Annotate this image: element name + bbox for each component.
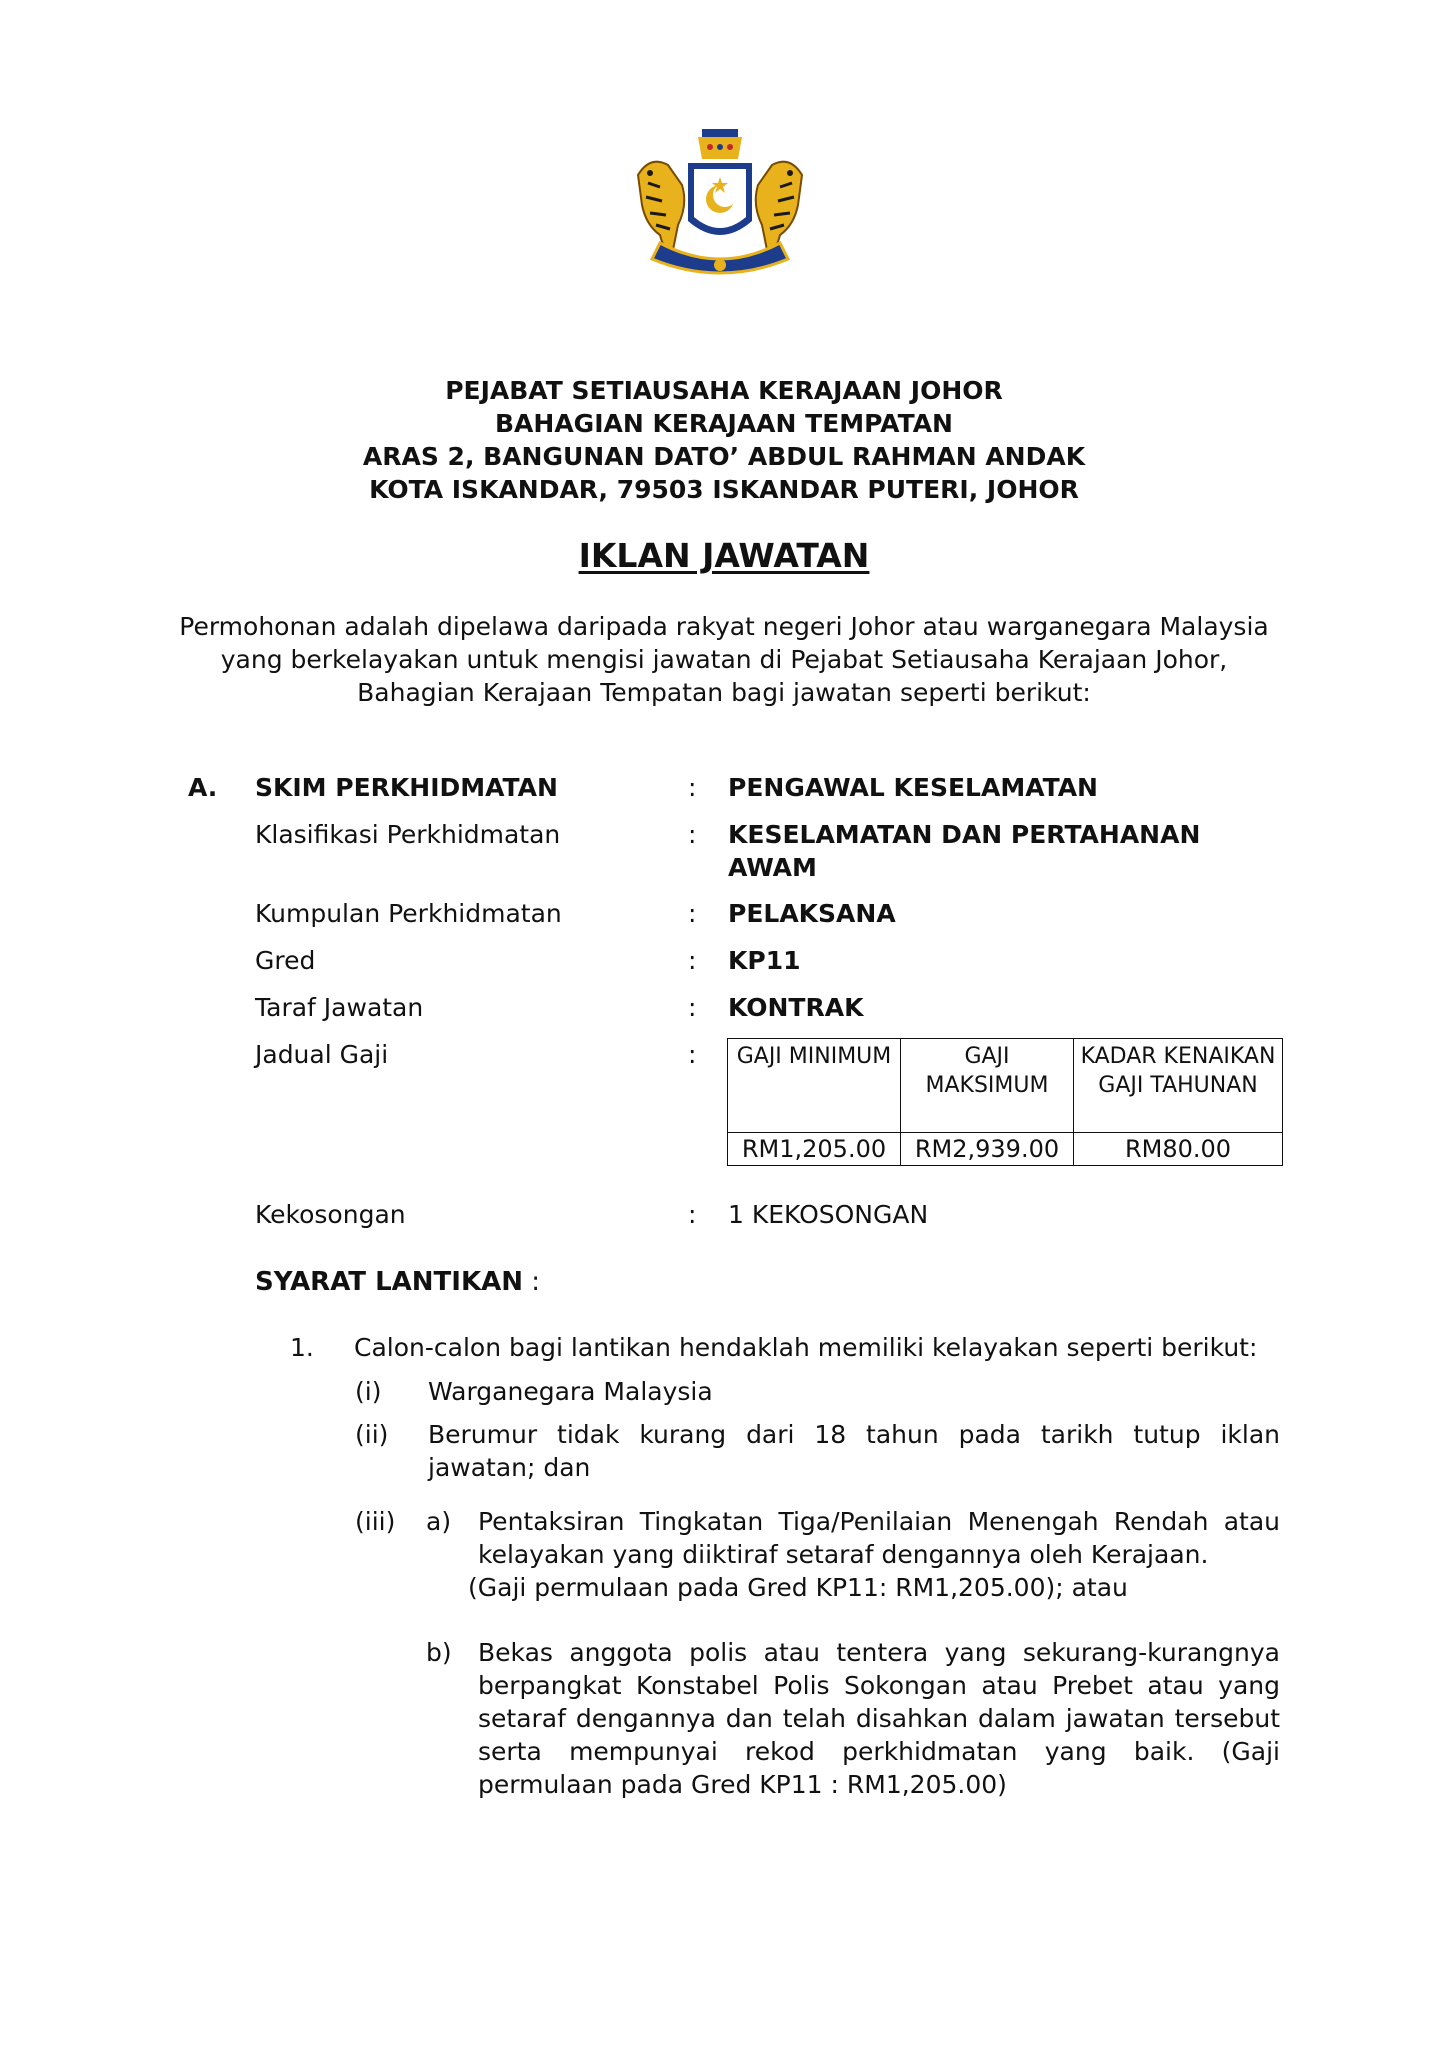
roman-text: Warganegara Malaysia [428,1377,713,1406]
separator: : [688,946,697,975]
header-line-division: BAHAGIAN KERAJAAN TEMPATAN [495,409,953,438]
header-line-building: ARAS 2, BANGUNAN DATO’ ABDUL RAHMAN ANDAK [362,442,1086,471]
classification-value: KESELAMATAN DAN PERTAHANAN AWAM [728,820,1201,882]
salary-header-increment: KADAR KENAIKAN GAJI TAHUNAN [1074,1039,1283,1133]
salary-header-max: GAJI MAKSIMUM [901,1039,1074,1133]
salary-header-min: GAJI MINIMUM [728,1039,901,1133]
roman-number: (iii) [355,1507,396,1536]
classification-label: Klasifikasi Perkhidmatan [255,820,561,849]
grade-label: Gred [255,946,316,975]
roman-text: Berumur tidak kurang dari 18 tahun pada tarikh tutup iklan jawatan; dan [428,1420,1280,1482]
separator: : [688,1200,697,1229]
salary-header-row [728,1039,1283,1133]
group-value: PELAKSANA [728,899,896,928]
roman-number: (i) [355,1377,382,1406]
salary-max-value: RM2,939.00 [901,1133,1074,1166]
status-label: Taraf Jawatan [255,993,424,1022]
separator: : [688,993,697,1022]
status-value: KONTRAK [728,993,864,1022]
option-text: Pentaksiran Tingkatan Tiga/Penilaian Menengah Rendah atau kelayakan yang diiktiraf setaraf dengannya oleh Kerajaan. [478,1507,1280,1569]
salary-label: Jadual Gaji [255,1040,389,1069]
header-line-office: PEJABAT SETIAUSAHA KERAJAAN JOHOR [445,376,1003,405]
requirements-heading [255,1267,540,1297]
separator: : [688,899,697,928]
grade-value: KP11 [728,946,801,975]
vacancy-label: Kekosongan [255,1200,406,1229]
office-header [0,374,1448,506]
requirements-heading-colon: : [523,1267,541,1297]
intro-paragraph: Permohonan adalah dipelawa daripada rakyat negeri Johor atau warganegara Malaysia yang berkelayakan untuk mengisi jawatan di Pejabat Setiausaha Kerajaan Johor, Bahagian Kerajaan Tempatan bagi jawatan seperti berikut: [179,612,1269,707]
header-line-city: KOTA ISKANDAR, 79503 ISKANDAR PUTERI, JOHOR [369,475,1079,504]
group-label: Kumpulan Perkhidmatan [255,899,562,928]
salary-table [727,1038,1283,1166]
johor-crest-icon [620,125,820,285]
roman-number: (ii) [355,1420,389,1449]
option-letter: b) [426,1638,452,1667]
scheme-label: SKIM PERKHIDMATAN [255,773,558,802]
section-letter: A. [188,773,218,802]
requirements-heading-text: SYARAT LANTIKAN [255,1267,523,1297]
separator: : [688,773,697,802]
item-text: Calon-calon bagi lantikan hendaklah memiliki kelayakan seperti berikut: [354,1333,1258,1362]
option-salary-note: (Gaji permulaan pada Gred KP11: RM1,205.00); atau [468,1573,1128,1602]
separator: : [688,1040,697,1069]
separator: : [688,820,697,849]
salary-value-row [728,1133,1283,1166]
option-letter: a) [426,1507,452,1536]
page-title: IKLAN JAWATAN [578,536,870,575]
salary-increment-value: RM80.00 [1074,1133,1283,1166]
salary-min-value: RM1,205.00 [728,1133,901,1166]
item-number: 1. [290,1333,314,1362]
scheme-value: PENGAWAL KESELAMATAN [728,773,1098,802]
vacancy-value: 1 KEKOSONGAN [728,1200,929,1229]
option-text: Bekas anggota polis atau tentera yang sekurang-kurangnya berpangkat Konstabel Polis Sokongan atau Prebet atau yang setaraf dengannya dan telah disahkan dalam jawatan tersebut serta mempunyai rekod perkhidmatan yang baik. (Gaji permulaan pada Gred KP11 : RM1,205.00) [478,1638,1280,1799]
